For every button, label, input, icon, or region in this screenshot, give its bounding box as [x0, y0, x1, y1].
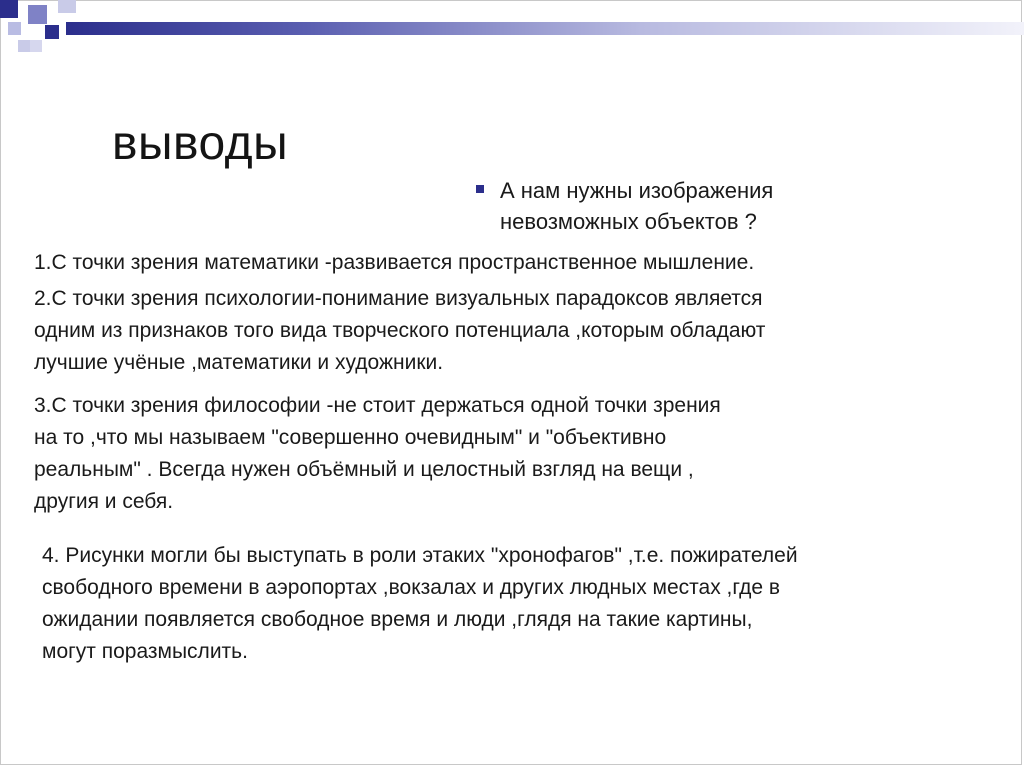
conclusion-point-2: 2.С точки зрения психологии-понимание визуальных парадоксов является одним из признаков того вида творческого потенциала ,которым обладают лучшие учёные ,математики и художники. — [34, 287, 766, 374]
bullet-item — [476, 175, 996, 237]
deco-square — [58, 0, 76, 13]
conclusion-point-3: 3.С точки зрения философии -не стоит держаться одной точки зрения на то ,что мы называем "совершенно очевидным" и "объективно реальным" . Всегда нужен объёмный и целостный взгляд на вещи , другия и себя. — [34, 394, 721, 513]
deco-square — [8, 22, 21, 35]
bullet-text: А нам нужны изображения невозможных объектов ? — [500, 178, 774, 234]
deco-square — [0, 0, 18, 18]
bullet-square-icon — [476, 185, 484, 193]
slide-title: выводы — [112, 117, 289, 170]
conclusion-point-1: 1.С точки зрения математики -развивается пространственное мышление. — [34, 251, 755, 274]
conclusion-point-4: 4. Рисунки могли бы выступать в роли этаких "хронофагов" ,т.е. пожирателей свободного времени в аэропортах ,вокзалах и других людных местах ,где в ожидании появляется свободное время и люди ,глядя на такие картины, могут поразмыслить. — [42, 544, 798, 663]
deco-square — [45, 25, 59, 39]
deco-square — [30, 40, 42, 52]
header-gradient-bar — [66, 22, 1024, 35]
deco-square — [28, 5, 47, 24]
